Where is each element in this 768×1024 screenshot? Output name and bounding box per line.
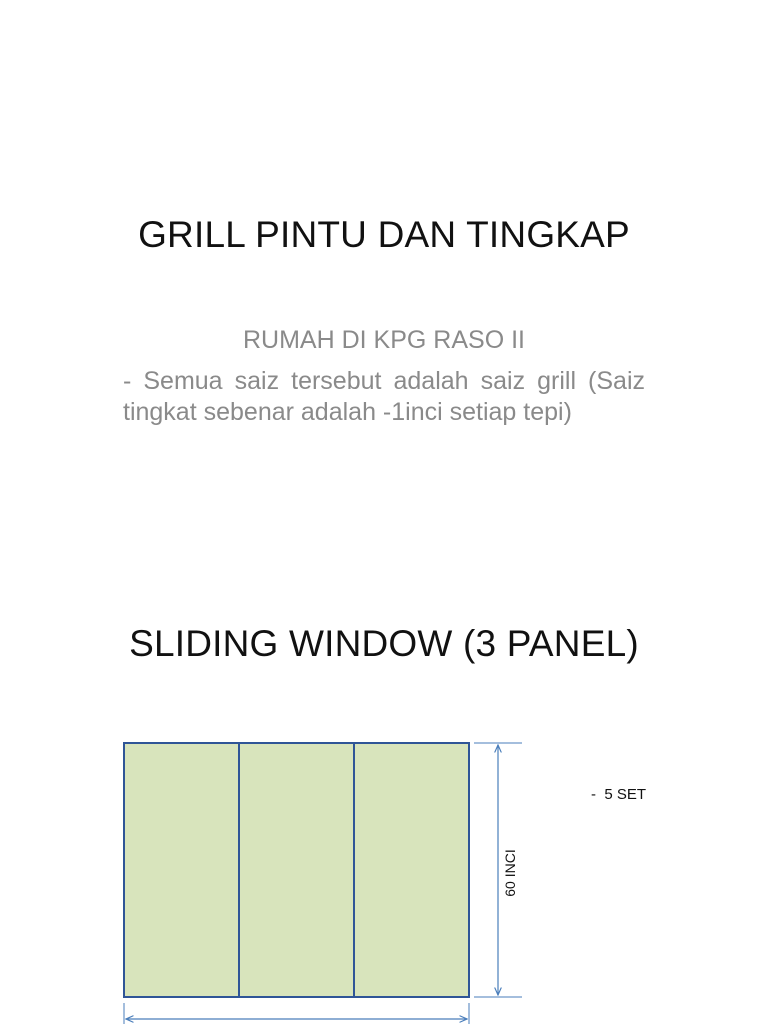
window-panel-2 bbox=[239, 743, 354, 997]
slide-subtitle: RUMAH DI KPG RASO II bbox=[243, 326, 525, 354]
diagram-title: SLIDING WINDOW (3 PANEL) bbox=[129, 623, 639, 664]
note-text: - Semua saiz tersebut adalah saiz grill (Saiz tingkat sebenar adalah -1inci setiap tepi) bbox=[123, 367, 645, 426]
window-panel-1 bbox=[124, 743, 239, 997]
window-panel-3 bbox=[354, 743, 469, 997]
height-dimension-label: 60 INCI bbox=[502, 849, 518, 897]
slide-title: GRILL PINTU DAN TINGKAP bbox=[138, 214, 630, 255]
quantity-label: - 5 SET bbox=[591, 786, 647, 803]
